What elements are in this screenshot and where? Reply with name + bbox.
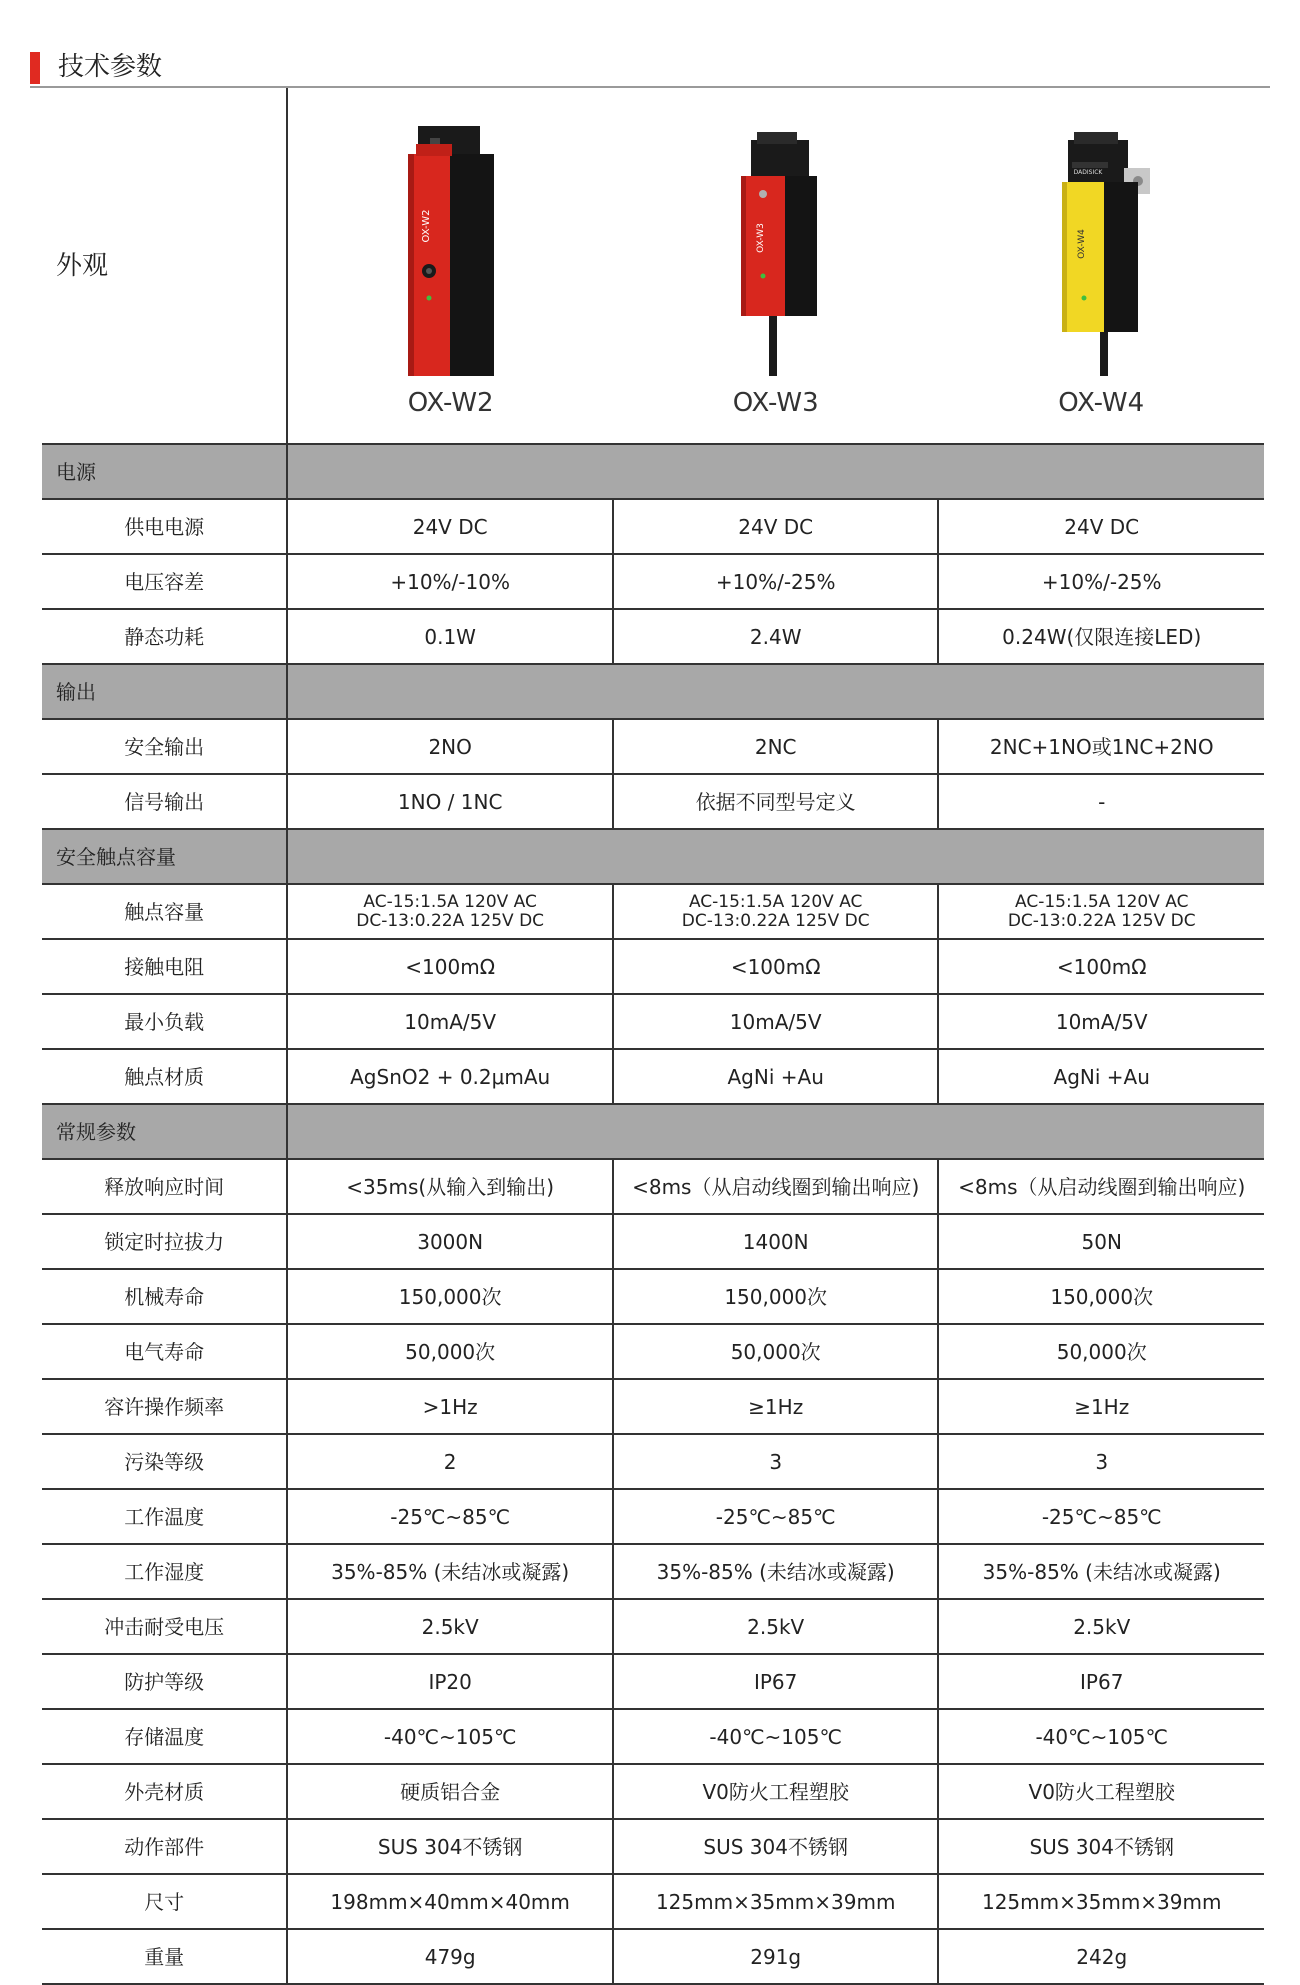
product-model-ox-w3: OX-W3 xyxy=(732,388,819,418)
param-value: 10mA/5V xyxy=(938,994,1264,1049)
param-label: 尺寸 xyxy=(42,1874,287,1929)
table-row xyxy=(42,994,1264,1049)
table-row xyxy=(42,774,1264,829)
appearance-label: 外观 xyxy=(42,88,287,444)
param-label: 静态功耗 xyxy=(42,609,287,664)
param-value: 3000N xyxy=(287,1214,613,1269)
section-fill xyxy=(287,829,1264,884)
section-header-row xyxy=(42,829,1264,884)
param-value: 150,000次 xyxy=(287,1269,613,1324)
param-value: 50,000次 xyxy=(613,1324,939,1379)
section-header-row xyxy=(42,1104,1264,1159)
param-value: <100mΩ xyxy=(287,939,613,994)
table-row xyxy=(42,939,1264,994)
param-value: 2.5kV xyxy=(287,1599,613,1654)
product-cell-ox-w3 xyxy=(613,88,939,444)
section-header-row xyxy=(42,664,1264,719)
product-body-label: OX-W2 xyxy=(420,209,432,243)
param-value: 硬质铝合金 xyxy=(287,1764,613,1819)
param-value: 24V DC xyxy=(938,499,1264,554)
param-value: SUS 304不锈钢 xyxy=(287,1819,613,1874)
table-row xyxy=(42,1764,1264,1819)
param-value: <35ms(从输入到输出) xyxy=(287,1159,613,1214)
param-value-line: AC-15:1.5A 120V AC xyxy=(1015,891,1189,912)
table-row xyxy=(42,1214,1264,1269)
product-model-ox-w2: OX-W2 xyxy=(407,388,494,418)
table-row xyxy=(42,1874,1264,1929)
param-value: 50N xyxy=(938,1214,1264,1269)
product-body-label: OX-W4 xyxy=(1077,229,1088,259)
param-value: 依据不同型号定义 xyxy=(613,774,939,829)
table-row xyxy=(42,1049,1264,1104)
param-value: SUS 304不锈钢 xyxy=(938,1819,1264,1874)
param-value: 150,000次 xyxy=(938,1269,1264,1324)
page-title: 技术参数 xyxy=(58,52,163,82)
param-value: AgSnO2 + 0.2μmAu xyxy=(287,1049,613,1104)
appearance-row xyxy=(42,88,1264,444)
table-row xyxy=(42,719,1264,774)
param-label: 最小负载 xyxy=(42,994,287,1049)
param-value: <100mΩ xyxy=(613,939,939,994)
param-value: 0.1W xyxy=(287,609,613,664)
param-value-line: DC-13:0.22A 125V DC xyxy=(1007,910,1196,931)
param-value: 125mm×35mm×39mm xyxy=(613,1874,939,1929)
table-row xyxy=(42,1324,1264,1379)
header-accent-bar xyxy=(30,52,40,84)
param-label: 机械寿命 xyxy=(42,1269,287,1324)
param-value: 242g xyxy=(938,1929,1264,1984)
param-label: 工作湿度 xyxy=(42,1544,287,1599)
param-value: 2NC+1NO或1NC+2NO xyxy=(938,719,1264,774)
param-value: -25℃~85℃ xyxy=(287,1489,613,1544)
table-row xyxy=(42,1379,1264,1434)
section-title: 安全触点容量 xyxy=(42,829,287,884)
param-value-line: DC-13:0.22A 125V DC xyxy=(681,910,870,931)
table-row xyxy=(42,1434,1264,1489)
product-body-label: OX-W3 xyxy=(755,223,766,253)
param-value: 1NO / 1NC xyxy=(287,774,613,829)
table-row xyxy=(42,609,1264,664)
table-row xyxy=(42,884,1264,939)
param-value xyxy=(938,884,1264,939)
param-label: 信号输出 xyxy=(42,774,287,829)
param-label: 动作部件 xyxy=(42,1819,287,1874)
param-value: <100mΩ xyxy=(938,939,1264,994)
param-value: IP20 xyxy=(287,1654,613,1709)
param-value: 2NC xyxy=(613,719,939,774)
param-label: 触点材质 xyxy=(42,1049,287,1104)
param-value-line: DC-13:0.22A 125V DC xyxy=(356,910,545,931)
param-value: 2.4W xyxy=(613,609,939,664)
param-label: 接触电阻 xyxy=(42,939,287,994)
param-value: ≥1Hz xyxy=(613,1379,939,1434)
spec-table xyxy=(42,88,1264,1985)
param-value: IP67 xyxy=(938,1654,1264,1709)
param-label: 冲击耐受电压 xyxy=(42,1599,287,1654)
param-value: 24V DC xyxy=(287,499,613,554)
param-value: 10mA/5V xyxy=(613,994,939,1049)
param-label: 存储温度 xyxy=(42,1709,287,1764)
table-row xyxy=(42,499,1264,554)
param-value xyxy=(613,884,939,939)
param-value: 1400N xyxy=(613,1214,939,1269)
param-label: 释放响应时间 xyxy=(42,1159,287,1214)
section-fill xyxy=(287,444,1264,499)
param-label: 重量 xyxy=(42,1929,287,1984)
table-row xyxy=(42,1599,1264,1654)
param-value: 35%-85% (未结冰或凝露) xyxy=(613,1544,939,1599)
param-label: 触点容量 xyxy=(42,884,287,939)
param-value: 35%-85% (未结冰或凝露) xyxy=(938,1544,1264,1599)
section-title: 电源 xyxy=(42,444,287,499)
param-value xyxy=(287,884,613,939)
param-label: 外壳材质 xyxy=(42,1764,287,1819)
param-value: 2NO xyxy=(287,719,613,774)
param-value: 35%-85% (未结冰或凝露) xyxy=(287,1544,613,1599)
section-title: 常规参数 xyxy=(42,1104,287,1159)
param-label: 污染等级 xyxy=(42,1434,287,1489)
param-value: IP67 xyxy=(613,1654,939,1709)
param-label: 电气寿命 xyxy=(42,1324,287,1379)
param-value-line: AC-15:1.5A 120V AC xyxy=(688,891,863,912)
section-header-row xyxy=(42,444,1264,499)
table-row xyxy=(42,1819,1264,1874)
section-fill xyxy=(287,664,1264,719)
param-value: -40℃~105℃ xyxy=(287,1709,613,1764)
param-value: +10%/-25% xyxy=(938,554,1264,609)
param-label: 电压容差 xyxy=(42,554,287,609)
product-image-ox-w3 xyxy=(721,126,831,376)
section-fill xyxy=(287,1104,1264,1159)
param-value: -25℃~85℃ xyxy=(938,1489,1264,1544)
param-value: 24V DC xyxy=(613,499,939,554)
param-label: 容许操作频率 xyxy=(42,1379,287,1434)
product-image-ox-w2 xyxy=(396,126,506,376)
product-cell-ox-w4 xyxy=(938,88,1264,444)
param-value: 3 xyxy=(613,1434,939,1489)
product-model-ox-w4: OX-W4 xyxy=(1058,388,1145,418)
table-row xyxy=(42,1709,1264,1764)
param-label: 安全输出 xyxy=(42,719,287,774)
param-value: 10mA/5V xyxy=(287,994,613,1049)
param-value: AgNi +Au xyxy=(938,1049,1264,1104)
param-value: <8ms（从启动线圈到输出响应) xyxy=(613,1159,939,1214)
param-value: 150,000次 xyxy=(613,1269,939,1324)
param-value: 50,000次 xyxy=(287,1324,613,1379)
param-value-line: AC-15:1.5A 120V AC xyxy=(363,891,537,912)
param-value: 50,000次 xyxy=(938,1324,1264,1379)
param-value: 198mm×40mm×40mm xyxy=(287,1874,613,1929)
param-value: >1Hz xyxy=(287,1379,613,1434)
table-row xyxy=(42,1269,1264,1324)
param-value: SUS 304不锈钢 xyxy=(613,1819,939,1874)
param-value: 2.5kV xyxy=(613,1599,939,1654)
table-row xyxy=(42,1544,1264,1599)
table-row xyxy=(42,1654,1264,1709)
table-row xyxy=(42,1159,1264,1214)
param-value: 2 xyxy=(287,1434,613,1489)
table-row xyxy=(42,1929,1264,1984)
param-value: AgNi +Au xyxy=(613,1049,939,1104)
param-value: 125mm×35mm×39mm xyxy=(938,1874,1264,1929)
page-header xyxy=(30,48,1270,88)
product-cell-ox-w2 xyxy=(287,88,613,444)
product-image-ox-w4 xyxy=(1046,126,1156,376)
param-value: ≥1Hz xyxy=(938,1379,1264,1434)
param-value: +10%/-10% xyxy=(287,554,613,609)
param-value: -25℃~85℃ xyxy=(613,1489,939,1544)
param-label: 防护等级 xyxy=(42,1654,287,1709)
param-value: -40℃~105℃ xyxy=(938,1709,1264,1764)
param-label: 工作温度 xyxy=(42,1489,287,1544)
param-value: V0防火工程塑胶 xyxy=(613,1764,939,1819)
param-value: 2.5kV xyxy=(938,1599,1264,1654)
param-value: V0防火工程塑胶 xyxy=(938,1764,1264,1819)
param-value: 291g xyxy=(613,1929,939,1984)
param-value: 0.24W(仅限连接LED) xyxy=(938,609,1264,664)
param-value: -40℃~105℃ xyxy=(613,1709,939,1764)
param-value: 479g xyxy=(287,1929,613,1984)
param-label: 供电电源 xyxy=(42,499,287,554)
section-title: 输出 xyxy=(42,664,287,719)
param-value: 3 xyxy=(938,1434,1264,1489)
param-value: <8ms（从启动线圈到输出响应) xyxy=(938,1159,1264,1214)
param-value: +10%/-25% xyxy=(613,554,939,609)
product-brand-logo: DADISICK xyxy=(1073,169,1103,176)
param-label: 锁定时拉拔力 xyxy=(42,1214,287,1269)
table-row xyxy=(42,1489,1264,1544)
param-value: - xyxy=(938,774,1264,829)
table-row xyxy=(42,554,1264,609)
